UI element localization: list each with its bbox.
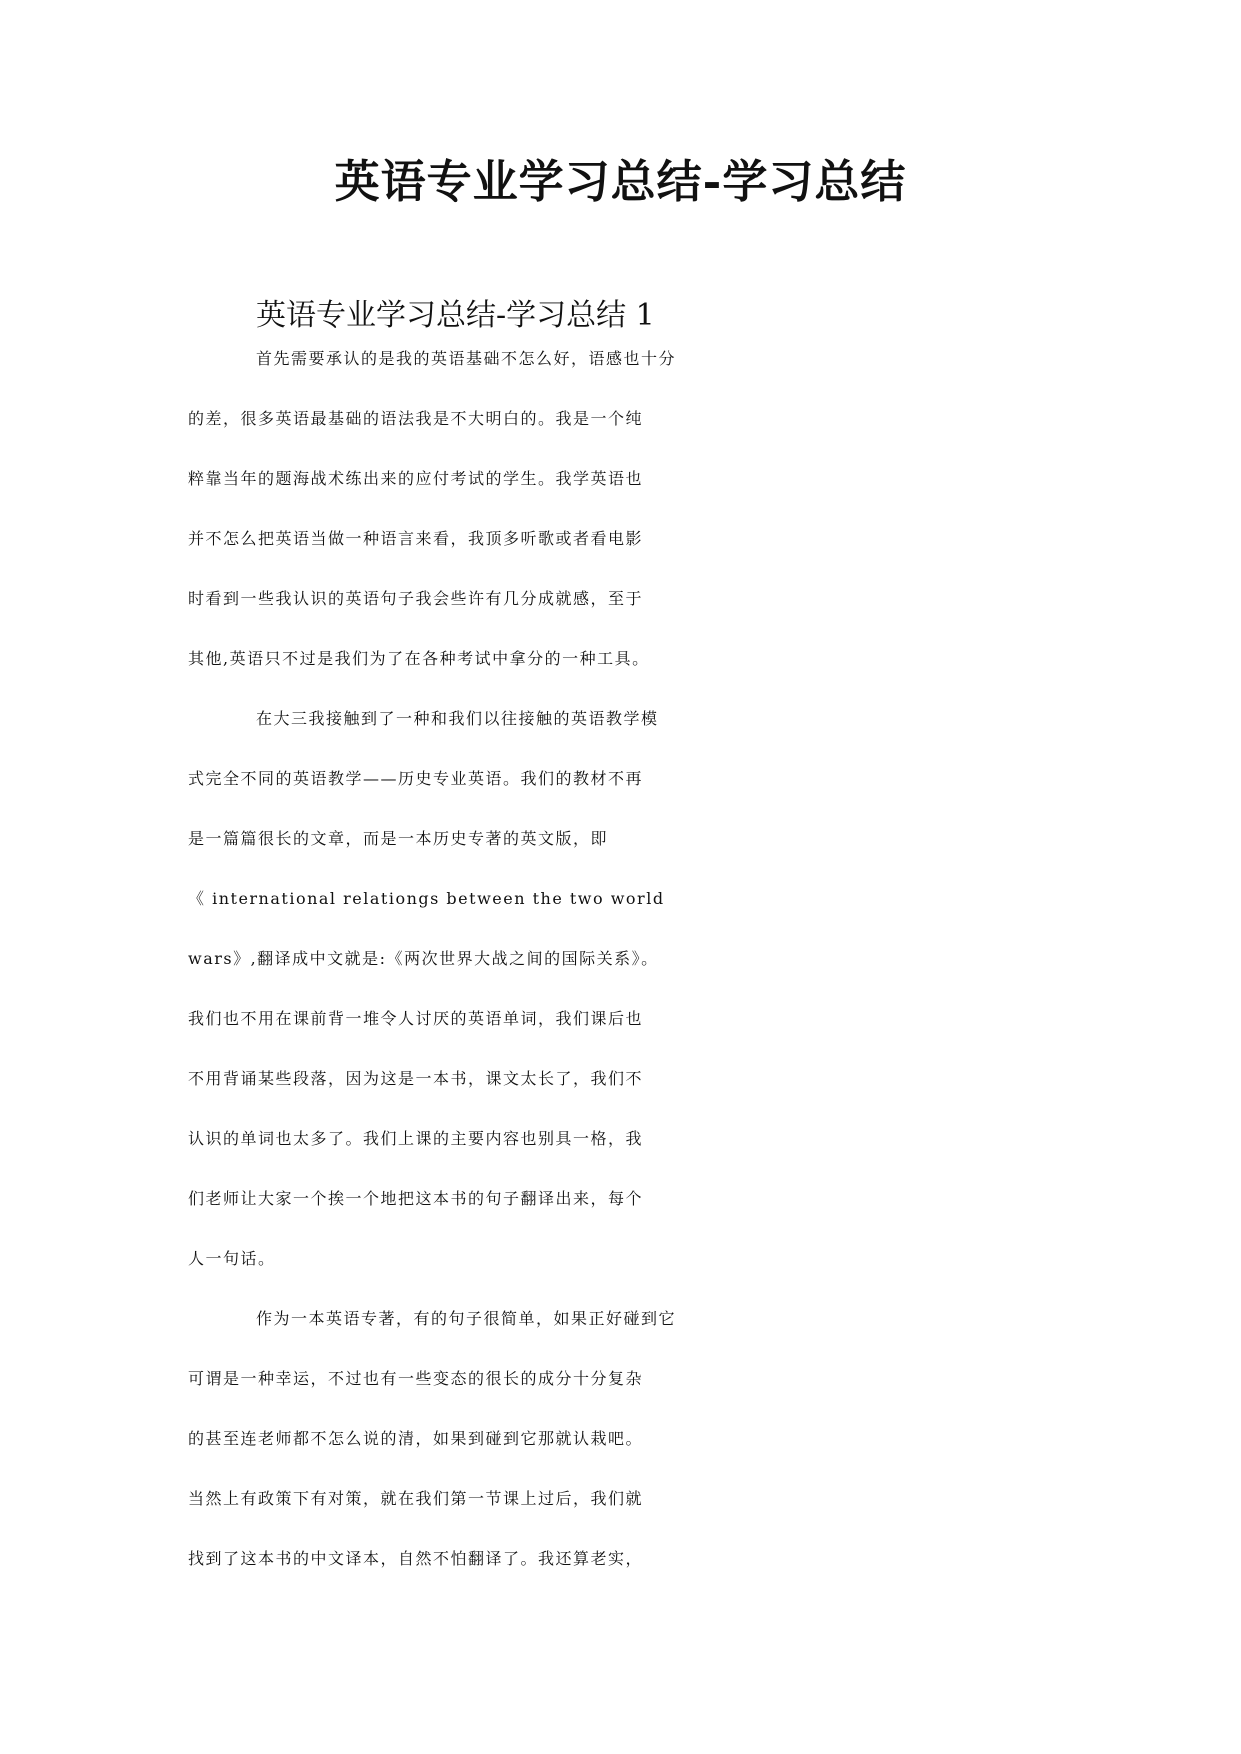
text-line: 其他,英语只不过是我们为了在各种考试中拿分的一种工具。 <box>188 649 650 668</box>
text-line: 的差，很多英语最基础的语法我是不大明白的。我是一个纯 <box>188 409 644 428</box>
text-line: 《 international relationgs between the two world <box>188 889 665 908</box>
text-line: 在大三我接触到了一种和我们以往接触的英语教学模 <box>256 709 659 728</box>
section-subheading: 英语专业学习总结-学习总结 1 <box>256 298 655 333</box>
text-line: 人一句话。 <box>188 1249 276 1268</box>
text-line: 作为一本英语专著，有的句子很简单，如果正好碰到它 <box>256 1309 677 1328</box>
text-line: 当然上有政策下有对策，就在我们第一节课上过后，我们就 <box>188 1489 644 1508</box>
text-line: wars》,翻译成中文就是:《两次世界大战之间的国际关系》。 <box>188 949 659 968</box>
paragraph <box>188 346 1054 706</box>
text-line: 首先需要承认的是我的英语基础不怎么好，语感也十分 <box>256 349 677 368</box>
text-line: 是一篇篇很长的文章，而是一本历史专著的英文版，即 <box>188 829 609 848</box>
document-body <box>188 286 1054 1606</box>
text-line: 可谓是一种幸运，不过也有一些变态的很长的成分十分复杂 <box>188 1369 644 1388</box>
paragraph <box>188 1306 1054 1606</box>
paragraph <box>188 706 1054 1306</box>
text-line: 时看到一些我认识的英语句子我会些许有几分成就感，至于 <box>188 589 644 608</box>
text-line: 们老师让大家一个挨一个地把这本书的句子翻译出来，每个 <box>188 1189 644 1208</box>
document-title: 英语专业学习总结-学习总结 <box>334 155 907 208</box>
text-line: 粹靠当年的题海战术练出来的应付考试的学生。我学英语也 <box>188 469 644 488</box>
text-line: 的甚至连老师都不怎么说的清，如果到碰到它那就认栽吧。 <box>188 1429 644 1448</box>
text-line: 并不怎么把英语当做一种语言来看，我顶多听歌或者看电影 <box>188 529 644 548</box>
text-line: 式完全不同的英语教学——历史专业英语。我们的教材不再 <box>188 769 644 788</box>
text-line: 找到了这本书的中文译本，自然不怕翻译了。我还算老实， <box>188 1549 644 1568</box>
text-line: 认识的单词也太多了。我们上课的主要内容也别具一格，我 <box>188 1129 644 1148</box>
text-line: 不用背诵某些段落，因为这是一本书，课文太长了，我们不 <box>188 1069 644 1088</box>
text-line: 我们也不用在课前背一堆令人讨厌的英语单词，我们课后也 <box>188 1009 644 1028</box>
